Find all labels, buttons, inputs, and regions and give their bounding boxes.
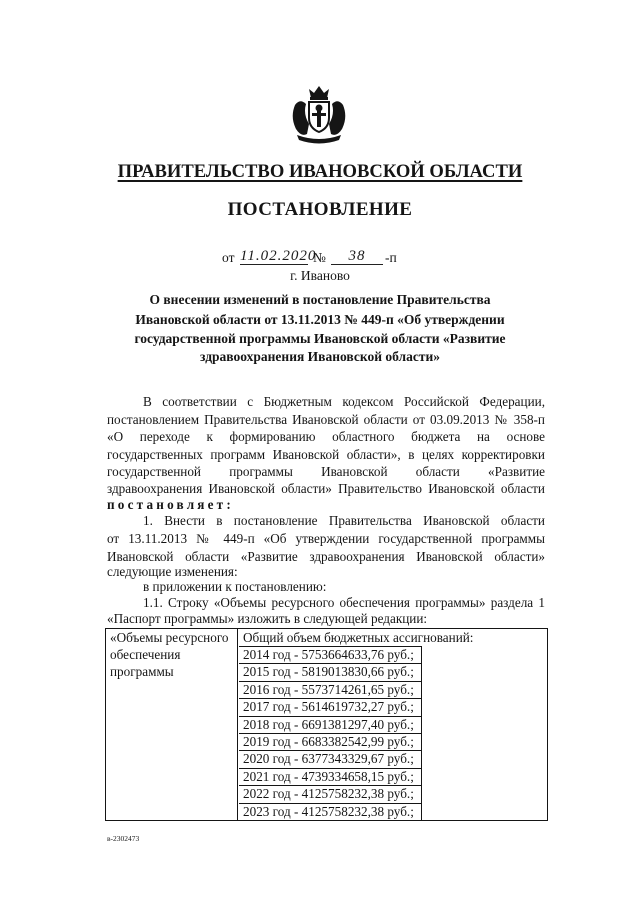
table-row: 2016 год - 5573714261,65 руб.; <box>239 681 422 698</box>
number-suffix: -п <box>385 250 397 265</box>
handwritten-number: 38 <box>331 247 383 265</box>
table-row: 2023 год - 4125758232,38 руб.; <box>239 803 422 820</box>
title-line: здравоохранения Ивановской области» <box>200 349 440 364</box>
body-line: Ивановской области «Развитие здравоохранения Ивановской области» <box>107 549 545 564</box>
table-row: 2022 год - 4125758232,38 руб.; <box>239 785 422 802</box>
body-line: «Паспорт программы» изложить в следующей редакции: <box>107 611 428 626</box>
body-line: в приложении к постановлению: <box>143 579 327 594</box>
title-line: О внесении изменений в постановление Правительства <box>149 292 491 307</box>
body-line: государственных программ Ивановской области», в целях корректировки <box>107 447 545 462</box>
table-row: 2017 год - 5614619732,27 руб.; <box>239 698 422 715</box>
title-line: Ивановской области от 13.11.2013 № 449-п «Об утверждении <box>135 312 505 327</box>
table-value-rows <box>239 646 422 820</box>
number-sign: № <box>313 250 326 265</box>
table-label-cell <box>106 629 238 820</box>
body-line: здравоохранения Ивановской области» Правительство Ивановской области <box>107 481 545 496</box>
table-label-line: обеспечения <box>110 647 181 662</box>
body-line: «О переходе к формированию областного бюджета на основе <box>107 429 545 444</box>
table-row: 2014 год - 5753664633,76 руб.; <box>239 646 422 663</box>
table-row: 2021 год - 4739334658,15 руб.; <box>239 768 422 785</box>
authority-heading: ПРАВИТЕЛЬСТВО ИВАНОВСКОЙ ОБЛАСТИ <box>117 161 523 182</box>
body-line: 1. Внести в постановление Правительства Ивановской области <box>143 513 545 528</box>
body-line: постановлением Правительства Ивановской области от 03.09.2013 № 358-п <box>107 412 545 427</box>
body-line: В соответствии с Бюджетным кодексом Российской Федерации, <box>143 394 545 409</box>
body-line: следующие изменения: <box>107 564 238 579</box>
handwritten-date: 11.02.2020 <box>240 248 317 264</box>
table-row: 2020 год - 6377343329,67 руб.; <box>239 750 422 767</box>
document-type-heading: ПОСТАНОВЛЕНИЕ <box>227 199 413 220</box>
table-label-line: «Объемы ресурсного <box>110 630 229 645</box>
table-value-header: Общий объем бюджетных ассигнований: <box>243 630 474 645</box>
city-line: г. Иваново <box>290 268 350 283</box>
resolution-word: постановляет: <box>107 497 234 512</box>
table-row: 2015 год - 5819013830,66 руб.; <box>239 663 422 680</box>
table-label-line: программы <box>110 664 174 679</box>
funding-table <box>105 628 548 821</box>
table-row: 2019 год - 6683382542,99 руб.; <box>239 733 422 750</box>
coat-of-arms-icon <box>287 83 351 147</box>
body-line: государственной программы Ивановской области «Развитие <box>107 464 545 479</box>
date-prefix: от <box>222 250 235 265</box>
footer-code: в-2302473 <box>107 834 140 843</box>
table-row: 2018 год - 6691381297,40 руб.; <box>239 716 422 733</box>
title-line: государственной программы Ивановской области «Развитие <box>134 331 506 346</box>
body-line: 1.1. Строку «Объемы ресурсного обеспечения программы» раздела 1 <box>143 595 545 610</box>
body-line: от 13.11.2013 № 449-п «Об утверждении государственной программы <box>107 531 545 546</box>
